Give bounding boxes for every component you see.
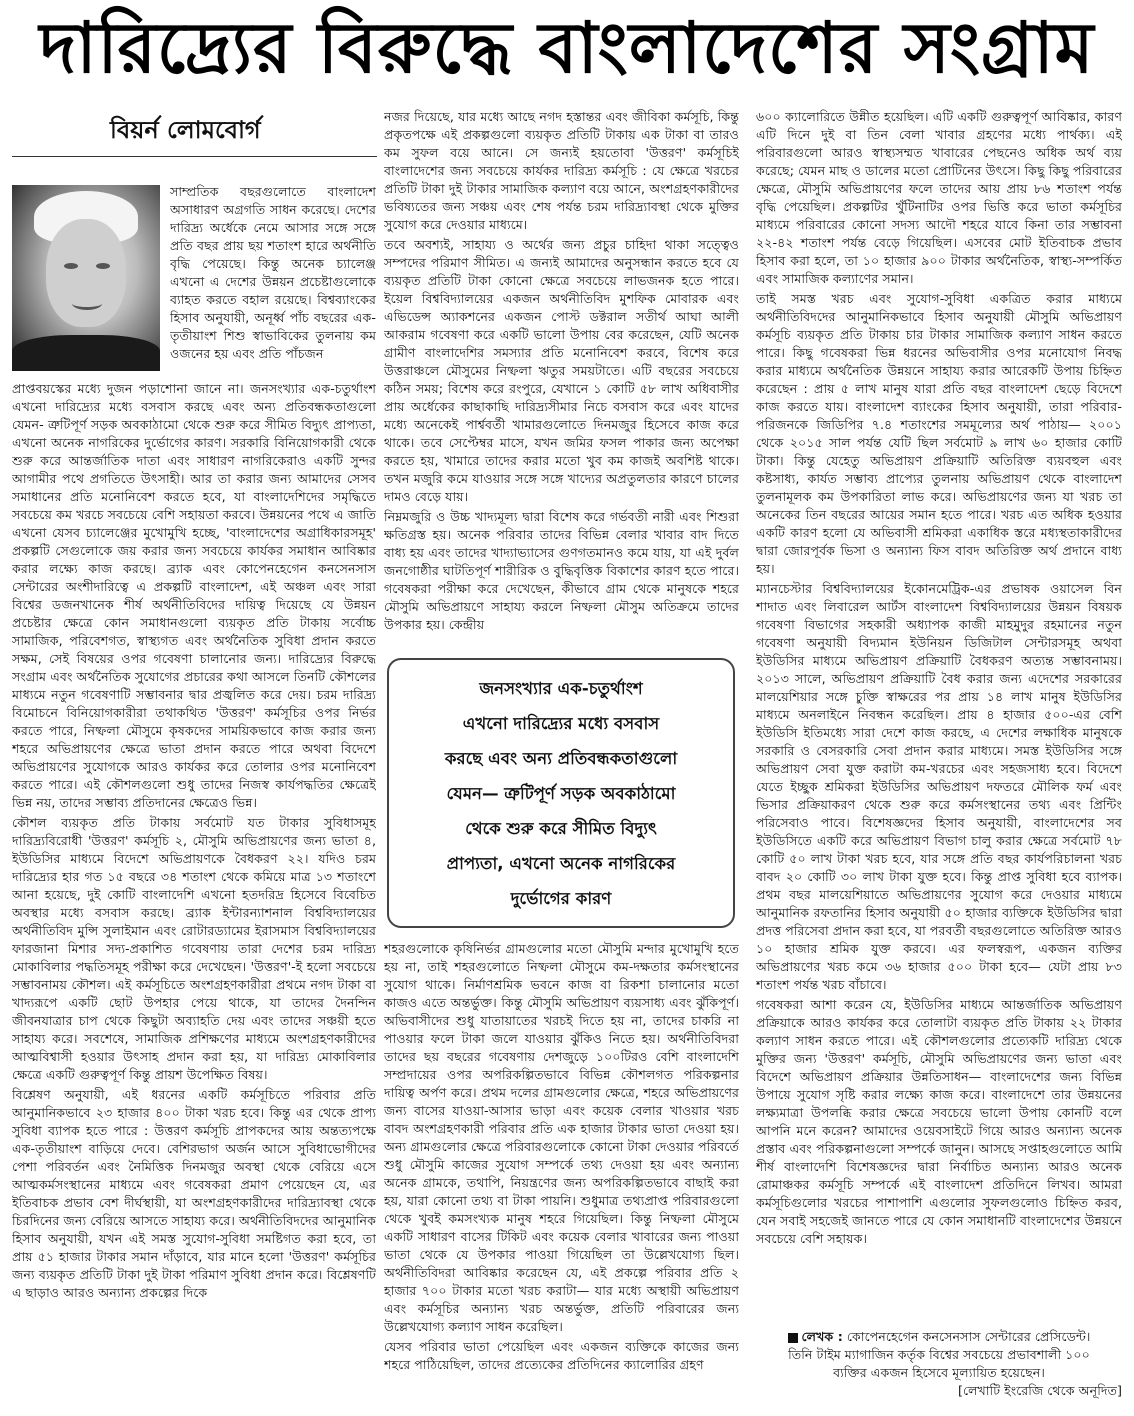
col2-paragraph: নিম্নমজুরি ও উচ্চ খাদ্যমূল্য দ্বারা বিশেষ করে গর্ভবতী নারী এবং শিশুরা ক্ষতিগ্রস্ত হয়। অনেক পরিবার তাদের বিভিন্ন বেলার খাবার বাদ দিতে বাধ্য হয় এবং তাদের খাদ্যাভ্যাসের গুণগতমানও কমে যায়, যা এই দুর্বল জনগোষ্ঠীর ঘাটতিপূর্ণ শারীরিক ও বুদ্ধিবৃত্তিক বিকাশের কারণ হতে পারে। গবেষকরা পরীক্ষা করে দেখেছেন, কীভাবে গ্রাম থেকে মানুষকে শহরে মৌসুমি অভিপ্রায়ণে সাহায্য করলে নিষ্ফলা মৌসুম অতিক্রমে তাদের উপকার হয়। কেন্দ্রীয় [384, 509, 739, 632]
column-3 [756, 108, 1122, 1358]
photo-eye-right [96, 263, 110, 269]
author-note-line: ব্যক্তির একজন হিসেবে মূল্যায়িত হয়েছেন। [833, 1365, 1045, 1380]
col2-paragraph: তবে অবশ্যই, সাহায্য ও অর্থের জন্য প্রচুর চাহিদা থাকা সত্ত্বেও সম্পদের পরিমাণ সীমিত। এ জন্যই আমাদের অনুসন্ধান করতে হবে যে ব্যয়কৃত প্রতিটি টাকা কোনো ক্ষেত্রে সবচেয়ে লাভজনক হতে পারে। ইয়েল বিশ্ববিদ্যালয়ের একজন অর্থনীতিবিদ মুশফিক মোবারক এবং এভিডেন্স অ্যাকশনের একজন পোস্ট ডক্টরাল সতীর্থ আঘা আলী আকরাম গবেষণা করে একটি ভালো উপায় বের করেছেন, যেটি অনেক গ্রামীণ বাংলাদেশির সমস্যার প্রতি মনোনিবেশ করবে, বিশেষ করে উত্তরাঞ্চলে মৌসুমের নিষ্ফলা ঋতুর সময়টাতে। এটি বছরের সবচেয়ে কঠিন সময়; বিশেষ করে রংপুরে, যেখানে ১ কোটি ৫৮ লাখ অধিবাসীর প্রায় অর্ধেকের কাছাকাছি দারিদ্র্যসীমার নিচে বসবাস করে এবং যাদের মধ্যে অনেকেই পার্শ্ববর্তী খামারগুলোতে দিনমজুর হিসেবে কাজ করে থাকে। তবে সেপ্টেম্বর মাসে, যখন জমির ফসল পাকার জন্য অপেক্ষা করতে হয়, খামারে তাদের করার মতো খুব কম কাজই অবশিষ্ট থাকে। তখন মজুরি কমে যাওয়ার সঙ্গে সঙ্গে খাদ্যের অপ্রতুলতার কারণে চালের দামও বেড়ে যায়। [384, 237, 739, 504]
photo-mouth [72, 297, 102, 310]
column-2-top [384, 108, 739, 648]
author-photo [12, 185, 160, 371]
author-note-label: লেখক : [801, 1329, 843, 1344]
photo-face [46, 219, 126, 327]
pull-quote-line: দুর্ভোগের কারণ [510, 888, 612, 908]
pull-quote-line: থেকে শুরু করে সীমিত বিদ্যুৎ [465, 818, 657, 838]
col3-paragraph: ম্যানচেস্টার বিশ্ববিদ্যালয়ের ইকোনমেট্রিক-এর প্রভাষক ওয়াসেল বিন শাদাত এবং লিবারেল আর্টস বাংলাদেশ বিশ্ববিদ্যালয়ের উন্নয়ন বিষয়ক গবেষণা বিভাগের সহকারী অধ্যাপক কাজী মাহমুদুর রহমানের নতুন গবেষণা অনুযায়ী বিদ্যমান ইউনিয়ন ডিজিটাল সেন্টারসমূহ অথবা ইউডিসির মাধ্যমে অভিপ্রায়ণ প্রক্রিয়াটি বৈধকরণ অত্যন্ত সম্ভাবনাময়। ২০১৩ সালে, অভিপ্রায়ণ প্রক্রিয়াটি বৈধ করার জন্য এদেশের সরকারের মালয়েশিয়ার সঙ্গে চুক্তি স্বাক্ষরের পর প্রায় ১৪ লাখ মানুষ ইউডিসির মাধ্যমে অনলাইনে নিবন্ধন করেছিল। প্রায় ৪ হাজার ৫০০-এর বেশি ইউডিসি ইতিমধ্যে সারা দেশে কাজ করছে, এ দেশের লক্ষাধিক মানুষকে সরকারি ও বেসরকারি সেবা প্রদান করার মাধ্যমে। সমস্ত ইউডিসির সঙ্গে অভিপ্রায়ণ সেবা যুক্ত করাটা কম-খরচের এবং সহজসাধ্য হবে। বিদেশে যেতে ইচ্ছুক শ্রমিকরা ইউডিসির অভিপ্রায়ণ দফতরে মৌলিক ফর্ম এবং ভিসার প্রক্রিয়াকরণ থেকে শুরু করে কর্মসংস্থানের তথ্য এবং প্রিন্টিং পরিসেবাও পাবে। বিশেষজ্ঞদের হিসাব অনুযায়ী, বাংলাদেশের সব ইউডিসিতে একটি করে অভিপ্রায়ণ বিভাগ চালু করার ক্ষেত্রে সর্বমোট ৭৮ কোটি ৫০ লাখ টাকা খরচ হবে, যার সঙ্গে প্রতি বছর কার্যপরিচালনা খরচ বাবদ ২০ কোটি ৩০ লাখ টাকা যুক্ত হবে। কিন্তু প্রাপ্ত সুবিধা হবে ব্যাপক। প্রথম বছর মালয়েশিয়াতে অভিপ্রায়ণের সুযোগ করে দেওয়ার মাধ্যমে আনুমানিক রফতানির হিসাব অনুযায়ী ৫০ হাজার ব্যক্তিকে ইউডিসির দ্বারা প্রদত্ত পরিসেবা প্রদান করা হবে, যা পরবর্তী বছরগুলোতে অতিরিক্ত আরও ১০ হাজার শ্রমিক যুক্ত করবে। এর ফলস্বরূপ, একজন ব্যক্তির অভিপ্রায়ণের খরচ কমে ৩৬ হাজার ৫০০ টাকা হবে— যেটা প্রায় ৮৩ শতাংশ পর্যন্ত খরচ বাঁচাবে। [756, 581, 1122, 992]
pull-quote-line: জনসংখ্যার এক-চতুর্থাংশ [479, 678, 643, 698]
photo-shoulders [12, 335, 160, 371]
col3-paragraph: তাই সমস্ত খরচ এবং সুযোগ-সুবিধা একত্রিত করার মাধ্যমে অর্থনীতিবিদদের আনুমানিকভাবে হিসাব অনুযায়ী মৌসুমি অভিপ্রায়ণ কর্মসূচি ব্যয়কৃত প্রতি টাকায় চার টাকার সামাজিক কল্যাণ সাধন করতে পারে। কিছু গবেষকরা ভিন্ন ধরনের অভিবাসীর ওপর মনোযোগ নিবদ্ধ করার মাধ্যমে অর্থনৈতিক উন্নয়নে সাহায্য করার আরেকটি উপায় চিহ্নিত করেছেন : প্রায় ৫ লাখ মানুষ যারা প্রতি বছর বাংলাদেশ ছেড়ে বিদেশে কাজ করতে যায়। বাংলাদেশ ব্যাংকের হিসাব অনুযায়ী, তারা পরিবার-পরিজনকে জিডিপির ৭.৪ শতাংশের সমমূল্যের অর্থ পাঠায়— ২০০১ থেকে ২০১৫ সাল পর্যন্ত যেটি ছিল সর্বমোট ৯ লাখ ৬০ হাজার কোটি টাকা। কিন্তু যেহেতু অভিপ্রায়ণ প্রক্রিয়াটি অতিরিক্ত ব্যয়বহুল এবং কষ্টসাধ্য, কার্যত সম্ভাব্য প্রাপ্যের তুলনায় অভিপ্রায়ণ থেকে বাংলাদেশ তুলনামূলক কম উপকারিতা লাভ করে। অভিপ্রায়ণের জন্য যা খরচ তা অনেকের তিন বছরের আয়ের সমান হতে পারে। খরচ এত অধিক হওয়ার একটি কারণ হলো যে অভিবাসী শ্রমিকরা একাধিক স্তরে মধ্যস্থতাকারীদের দ্বারা জোরপূর্বক ভিসা ও অন্যান্য ফিস বাবদ অতিরিক্ত অর্থ প্রদানে বাধ্য হয়। [756, 291, 1122, 576]
col2-paragraph: শহরগুলোকে কৃষিনির্ভর গ্রামগুলোর মতো মৌসুমি মন্দার মুখোমুখি হতে হয় না, তাই শহরগুলোতে নিষ্ফলা মৌসুমে কম-দক্ষতার কর্মসংস্থানের সুযোগ থাকে। নির্মাণশ্রমিক ভবনে কাজ বা রিকশা চালানোর মতো কাজও এতে অন্তর্ভুক্ত। কিন্তু মৌসুমি অভিপ্রায়ণ ব্যয়সাধ্য এবং ঝুঁকিপূর্ণ। অভিবাসীদের শুধু যাতায়াতের খরচই দিতে হয় না, তাদের চাকরি না পাওয়ার ফলে টাকা জলে যাওয়ার ঝুঁকিও নিতে হয়। অর্থনীতিবিদরা তাদের ছয় বছরের গবেষণায় দেশজুড়ে ১০০টিরও বেশি বাংলাদেশি সম্প্রদায়ের ওপর অপরিকল্পিতভাবে বিভিন্ন কৌশলগত পরিকল্পনার দায়িত্ব অর্পণ করে। প্রথম দলের গ্রামগুলোর ক্ষেত্রে, শহরে অভিপ্রায়ণের জন্য বাসের যাওয়া-আসার ভাড়া এবং কয়েক বেলার খাওয়ার খরচ বাবদ অংশগ্রহণকারী পরিবার প্রতি এক হাজার টাকার ভাতা দেওয়া হয়। অন্য গ্রামগুলোর ক্ষেত্রে পরিবারগুলোকে কোনো টাকা দেওয়ার পরিবর্তে শুধু মৌসুমি কাজের সুযোগ সম্পর্কে তথ্য দেওয়া হয় এবং অন্যান্য অনেক গ্রামকে, তথাপি, নিয়ন্ত্রণের জন্য অপরিকল্পিতভাবে বাছাই করা হয়, যারা কোনো তথ্য বা টাকা পায়নি। শুধুমাত্র তথ্যপ্রাপ্ত পরিবারগুলো থেকে খুবই কমসংখ্যক মানুষ শহরে গিয়েছিল। কিন্তু নিষ্ফলা মৌসুমে একটি সাধারণ বাসের টিকিট এবং কয়েক বেলার খাবারের জন্য পাওয়া ভাতা থেকে যে উপকার পাওয়া গিয়েছিল তা উল্লেখযোগ্য ছিল। অর্থনীতিবিদরা আবিষ্কার করেছেন যে, এই প্রকল্পে পরিবার প্রতি ২ হাজার ৭০০ টাকার মতো খরচ করাটা— যার মধ্যে অস্থায়ী অভিপ্রায়ণ এবং কর্মসূচির অন্যান্য খরচ অন্তর্ভুক্ত, প্রতিটি পরিবারের জন্য উল্লেখযোগ্য কল্যাণ সাধন করেছিল। [384, 941, 739, 1334]
intro-text [170, 183, 376, 377]
col1-paragraph: বিশ্লেষণ অনুযায়ী, এই ধরনের একটি কর্মসূচিতে পরিবার প্রতি আনুমানিকভাবে ২৩ হাজার ৪০০ টাকা খরচ হবে। কিন্তু এর থেকে প্রাপ্য সুবিধা ব্যাপক হতে পারে : উত্তরণ কর্মসূচি প্রাপকদের আয় অন্তত্যপক্ষে এক-তৃতীয়াংশ বাড়িয়ে দেবে। বেশিরভাগ অর্জন আসে সুবিধাভোগীদের পেশা পরিবর্তন এবং নৈমিত্তিক দিনমজুর অবস্থা থেকে বেরিয়ে এসে আত্মকর্মসংস্থানের মাধ্যমে এবং গবেষকরা প্রমাণ পেয়েছেন যে, এর ইতিবাচক প্রভাব বেশ দীর্ঘস্থায়ী, যা অংশগ্রহণকারীদের দারিদ্র্যাবস্থা থেকে চিরদিনের জন্য বেরিয়ে আসতে সাহায্য করে। অর্থনীতিবিদদের আনুমানিক হিসাব অনুযায়ী, যখন এই সমস্ত সুযোগ-সুবিধা সমষ্টিগত করা হবে, তা প্রায় ৫১ হাজার টাকার সমান দাঁড়াবে, যার মানে হলো 'উত্তরণ' কর্মসূচির জন্য ব্যয়কৃত প্রতিটি টাকা দুই টাকা পরিমাণ সুবিধা প্রদান করে। বিশ্লেষণটি এ ছাড়াও আরও অন্যান্য প্রকল্পের দিকে [12, 1087, 376, 1300]
pull-quote-line: করছে এবং অন্য প্রতিবন্ধকতাগুলো [444, 748, 678, 768]
column-2-bottom [384, 940, 739, 1410]
author-note [756, 1328, 1122, 1412]
pull-quote-line: যেমন— ত্রুটিপূর্ণ সড়ক অবকাঠামো [446, 783, 676, 803]
byline-divider [12, 156, 377, 157]
pull-quote-line: এখনো দারিদ্র্যের মধ্যে বসবাস [462, 713, 660, 733]
intro-paragraph: সাম্প্রতিক বছরগুলোতে বাংলাদেশ অসাধারণ অগ্রগতি সাধন করেছে। দেশের দারিদ্র্য অর্ধেকে নেমে আসার সঙ্গে সঙ্গে প্রতি বছর প্রায় ছয় শতাংশ হারে অর্থনীতি বৃদ্ধি পেয়েছে। কিন্তু অনেক চ্যালেঞ্জ এখনো এ দেশের উন্নয়ন প্রচেষ্টাগুলোকে ব্যাহত করতে বহাল রয়েছে। বিশ্বব্যাংকের হিসাব অনুযায়ী, অনূর্ধ্ব পাঁচ বছরের এক-তৃতীয়াংশ শিশু স্বাভাবিকের তুলনায় কম ওজনের হয় এবং প্রতি পাঁচজন [170, 184, 376, 361]
author-note-text: কোপেনহেগেন কনসেনসাস সেন্টারের প্রেসিডেন্ট। [846, 1329, 1091, 1344]
col3-paragraph: গবেষকরা আশা করেন যে, ইউডিসির মাধ্যমে আন্তর্জাতিক অভিপ্রায়ণ প্রক্রিয়াকে আরও কার্যকর করে তোলাটা ব্যয়কৃত প্রতি টাকায় ২২ টাকার কল্যাণ সাধন করতে পারে। এই কৌশলগুলোর প্রত্যেকটি দারিদ্র্য থেকে মুক্তির জন্য 'উত্তরণ' কর্মসূচি, মৌসুমি অভিপ্রায়ণের জন্য ভাতা এবং বিদেশে অভিপ্রায়ণ প্রক্রিয়ার উন্নতিসাধন— বাংলাদেশের জন্য বিভিন্ন উপায়ে সুযোগ সৃষ্টি করার লক্ষ্যে কাজ করে। বাংলাদেশে তার উন্নয়নের লক্ষ্যমাত্রা উপলব্ধি করার ক্ষেত্রে সবচেয়ে ভালো উপায় কোনটি বলে আপনি মনে করেন? আমাদের ওয়েবসাইটে গিয়ে আরও অন্যান্য অনেক প্রস্তাব এবং পরিকল্পনাগুলো সম্পর্কে জানুন। আসছে সপ্তাহগুলোতে আমি শীর্ষ বাংলাদেশি বিশেষজ্ঞদের দ্বারা নির্বাচিত অন্যান্য আরও অনেক রোমাঞ্চকর কর্মসূচি সম্পর্কে এই বাংলাদেশ প্রতিদিনে লিখব। আমরা কর্মসূচিগুলোর খরচের পাশাপাশি এগুলোর সুফলগুলোও চিহ্নিত করব, যেন সবাই সহজেই জানতে পারে যে কোন সমাধানটি বাংলাদেশের উন্নয়নে সবচেয়ে বেশি সহায়ক। [756, 997, 1122, 1246]
photo-eye-left [64, 263, 78, 269]
bullet-square-icon [788, 1333, 798, 1343]
author-note-line: তিনি টাইম ম্যাগাজিন কর্তৃক বিশ্বের সবচেয়ে প্রভাবশালী ১০০ [788, 1347, 1090, 1362]
col2-paragraph: যেসব পরিবার ভাতা পেয়েছিল এবং একজন ব্যক্তিকে কাজের জন্য শহরে পাঠিয়েছিল, তাদের প্রত্যেকের প্রতিদিনের ক্যালোরির গ্রহণ [384, 1339, 739, 1372]
col1-paragraph: প্রাপ্তবয়স্কের মধ্যে দুজন পড়াশোনা জানে না। জনসংখ্যার এক-চতুর্থাংশ এখনো দারিদ্র্যের মধ্যে বসবাস করছে এবং অন্য প্রতিবন্ধকতাগুলো যেমন- ত্রুটিপূর্ণ সড়ক অবকাঠামো থেকে শুরু করে সীমিত বিদ্যুৎ প্রাপ্যতা, এখনো অনেক নাগরিকের দুর্ভোগের কারণ। সরকারি বিনিয়োগকারী থেকে শুরু করে আন্তর্জাতিক দাতা এবং সাধারণ নাগরিকেরাও একটি সুন্দর আগামীর পথে প্রগতিতে উৎসাহী। আর তা করার জন্য আমাদের সেসব সমাধানের প্রতি মনোনিবেশ করতে হবে, যা বাংলাদেশিদের সমৃদ্ধিতে সবচেয়ে কম খরচে সবচেয়ে বেশি সহায়তা করবে। উন্নয়নের পথে এ জাতি এখনো যেসব চ্যালেঞ্জের মুখোমুখি হচ্ছে, 'বাংলাদেশের অগ্রাধিকারসমূহ' প্রকল্পটি সেগুলোকে জয় করার জন্য সবচেয়ে কার্যকর সমাধান আবিষ্কার করার লক্ষ্যে কাজ করছে। ব্র্যাক এবং কোপেনহেগেন কনসেনসাস সেন্টারের অংশীদারিত্বে এ প্রকল্পটি বাংলাদেশ, এই অঞ্চল এবং সারা বিশ্বের ডজনখানেক শীর্ষ অর্থনীতিবিদের দায়িত্ব দিয়েছে যে উন্নয়ন প্রচেষ্টার ক্ষেত্রে কোন সমাধানগুলো ব্যয়কৃত প্রতি টাকায় সর্বোচ্চ সামাজিক, পরিবেশগত, স্বাস্থ্যগত এবং অর্থনৈতিক সুবিধা প্রদান করতে সক্ষম, সেই বিষয়ের ওপর গবেষণা চালানোর জন্য। দারিদ্র্যের বিরুদ্ধে সংগ্রাম এবং অর্থনৈতিক সুযোগের প্রচারের কথা আসলে তিনটি কৌশলের মাধ্যমে নতুন গবেষণাটি সম্ভাবনার দ্বার প্রজ্বলিত করে দেয়। চরম দারিদ্র্য বিমোচনে বিনিয়োগকারীরা তথাকথিত 'উত্তরণ' কর্মসূচির ওপর নির্ভর করতে পারে, নিষ্ফলা মৌসুমে কৃষকদের সাময়িকভাবে কাজ করার জন্য শহরে অভিপ্রায়ণের ক্ষেত্রে ভাতা প্রদান করতে পারে অথবা বিদেশে অভিপ্রায়ণের সুযোগকে আরও কার্যকর করে তোলার ওপর মনোনিবেশ করতে পারে। এই কৌশলগুলো শুধু তাদের নিজস্ব কার্যপদ্ধতির ক্ষেত্রেই ভিন্ন নয়, তাদের সম্ভাব্য প্রতিদানের ক্ষেত্রেও ভিন্ন। [12, 381, 376, 810]
col3-paragraph: ৬০০ ক্যালোরিতে উন্নীত হয়েছিল। এটি একটি গুরুত্বপূর্ণ আবিষ্কার, কারণ এটি দিনে দুই বা তিন বেলা খাবার গ্রহণের মধ্যে পার্থক্য। এই পরিবারগুলো আরও স্বাস্থ্যসম্মত খাবারের পেছনেও অধিক অর্থ ব্যয় করেছে; যেমন মাছ ও ডালের মতো প্রোটিনের উৎসে। কিছু কিছু পরিবারের ক্ষেত্রে, মৌসুমি অভিপ্রায়ণের ফলে তাদের আয় প্রায় ৮৬ শতাংশ পর্যন্ত বৃদ্ধি পেয়েছিল। প্রকল্পটির খুঁটিনাটির ওপর ভিত্তি করে ভাতা কর্মসূচির মাধ্যমে পরিবারের কোনো সদস্য আদৌ শহরে যাবে কিনা তার সম্ভাবনা ২২-৪২ শতাংশ পর্যন্ত বেড়ে গিয়েছিল। এসবের মোট ইতিবাচক প্রভাব হিসাব করা হলে, তা ১০ হাজার ৯০০ টাকার অর্থনৈতিক, স্বাস্থ্য-সম্পর্কিত এবং সামাজিক কল্যাণের সমান। [756, 109, 1122, 286]
translation-credit: [লেখাটি ইংরেজি থেকে অনূদিত] [958, 1383, 1122, 1398]
column-1 [12, 380, 376, 1410]
col1-paragraph: কৌশল ব্যয়কৃত প্রতি টাকায় সর্বমোট যত টাকার সুবিধাসমূহ দারিদ্র্যবিরোধী 'উত্তরণ' কর্মসূচি ২, মৌসুমি অভিপ্রায়ণের জন্য ভাতা ৪, ইউডিসির মাধ্যমে বিদেশে অভিপ্রায়ণকে বৈধকরণ ২২। যদিও চরম দারিদ্র্যের হার গত ১৫ বছরে ৩৪ শতাংশ থেকে কমিয়ে মাত্র ১৩ শতাংশে আনা হয়েছে, দুই কোটি বাংলাদেশি এখনো হতদরিদ্র হিসেবে বিবেচিত অবস্থার মধ্যে বসবাস করছে। ব্র্যাক ইন্টারন্যাশনাল বিশ্ববিদ্যালয়ের অর্থনীতিবিদ মুন্সি সুলাইমান এবং রোটারড্যামের ইরাসমাস বিশ্ববিদ্যালয়ের ফারজানা মিশার সদ্য-প্রকাশিত গবেষণায় তারা দেশের চরম দারিদ্র্য মোকাবিলার পদ্ধতিসমূহ পরীক্ষা করে দেখেছেন। 'উত্তরণ'-ই হলো সবচেয়ে সম্ভাবনাময় কৌশল। এই কর্মসূচিতে অংশগ্রহণকারীরা প্রথমে নগদ টাকা বা খাদ্যরূপে একটি ছোট উপহার পেয়ে থাকে, যা তাদের দৈনন্দিন জীবনযাত্রার চাপ থেকে কিছুটা অব্যাহতি দেয় এবং তাদের সঞ্চয়ী হতে সাহায্য করে। সবশেষে, সামাজিক প্রশিক্ষণের মাধ্যমে অংশগ্রহণকারীদের আত্মবিশ্বাসী হওয়ার উৎসাহ প্রদান করা হয়, যা দারিদ্র্য মোকাবিলার ক্ষেত্রে একটি গুরুত্বপূর্ণ কিন্তু প্রায়শ উপেক্ষিত বিষয়। [12, 815, 376, 1082]
pull-quote [387, 658, 735, 928]
pull-quote-line: প্রাপ্যতা, এখনো অনেক নাগরিকের [446, 853, 676, 873]
byline: বিয়র্ন লোমবোর্গ [110, 116, 261, 144]
headline: দারিদ্র্যের বিরুদ্ধে বাংলাদেশের সংগ্রাম [39, 6, 1095, 89]
col2-paragraph: নজর দিয়েছে, যার মধ্যে আছে নগদ হস্তান্তর এবং জীবিকা কর্মসূচি, কিন্তু প্রকৃতপক্ষে এই প্রকল্পগুলো ব্যয়কৃত প্রতিটি টাকায় এক টাকা বা তারও কম সুফল বয়ে আনে। সে জন্যই হয়তোবা 'উত্তরণ' কর্মসূচিই বাংলাদেশের জন্য সবচেয়ে কার্যকর দারিদ্র্য কর্মসূচি : যে ক্ষেত্রে খরচের প্রতিটি টাকা দুই টাকার সামাজিক কল্যাণ বয়ে আনে, অংশগ্রহণকারীদের ভবিষ্যতের জন্য সঞ্চয় এবং শেষ পর্যন্ত চরম দারিদ্র্যাবস্থা থেকে মুক্তির সুযোগ করে দেওয়ার মাধ্যমে। [384, 109, 739, 232]
author-note-line [756, 1328, 1122, 1346]
